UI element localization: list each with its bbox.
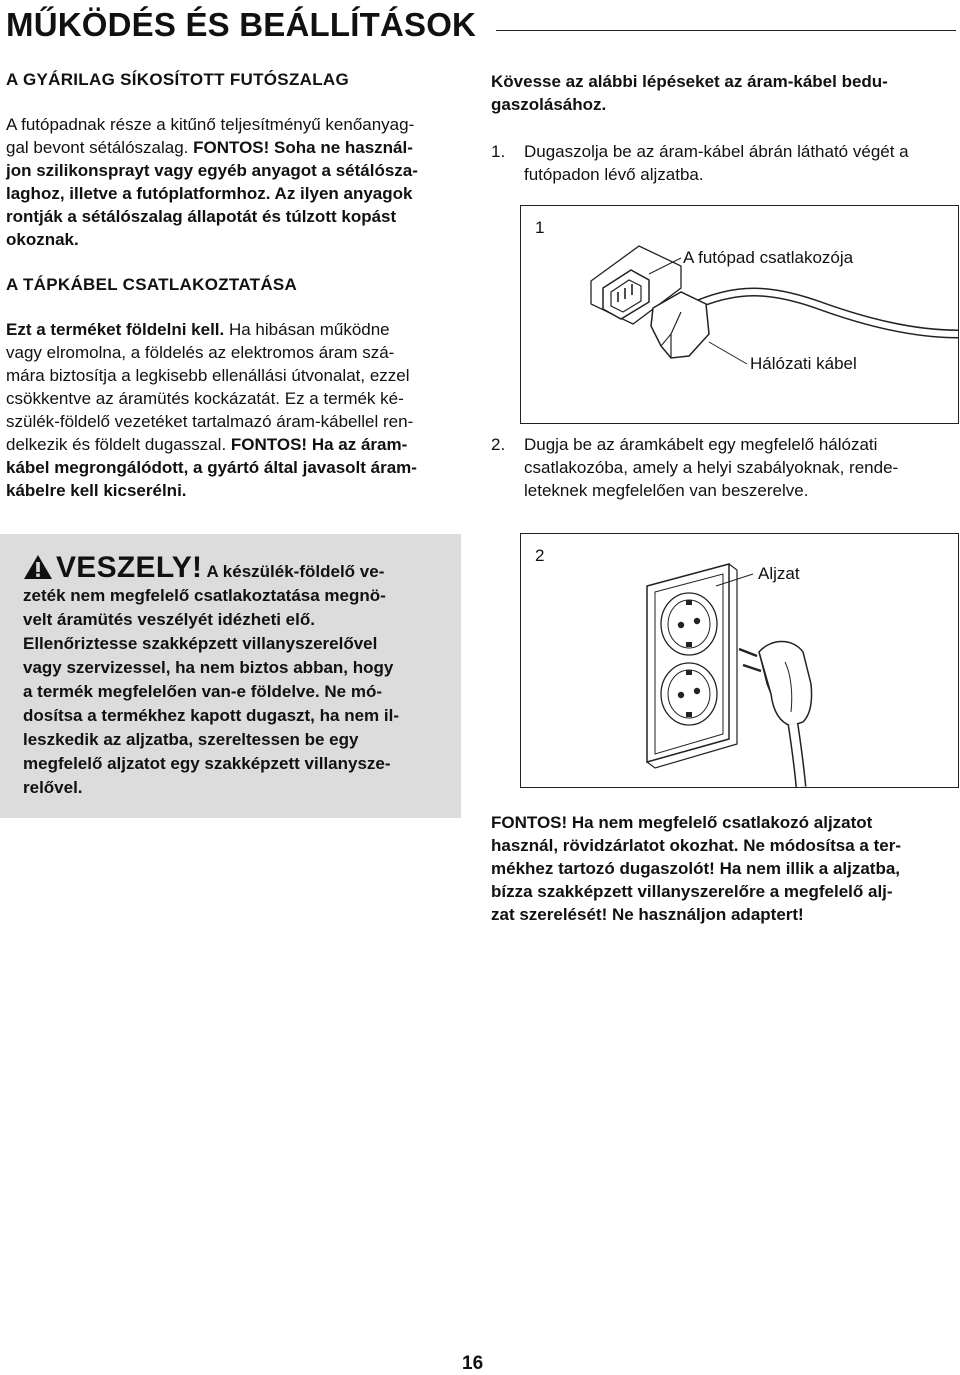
text-line: delkezik és földelt dugasszal. [6, 435, 231, 454]
text-line: csökkentve az áramütés kockázatát. Ez a termék ké- [6, 389, 404, 408]
figure-1-treadmill-socket [520, 205, 959, 424]
text-line: velt áramütés veszélyét idézheti elő. [23, 610, 315, 629]
figure-number: 2 [535, 546, 545, 565]
step-number: 2. [491, 435, 506, 454]
step-text [524, 140, 952, 186]
label-mains-cable: Hálózati kábel [750, 354, 857, 373]
bold-text: FONTOS! Ha az áram- [230, 435, 408, 454]
text-line: Ellenőriztesse szakképzett villanyszerelővel [23, 634, 378, 653]
text-line: szülék-földelő vezetéket tartalmazó áram-kábellel ren- [6, 412, 414, 431]
bold-text: kábel megrongálódott, a gyártó által javasolt áram- [6, 458, 417, 477]
bold-text: rontják a sétálószalag állapotát és túlzott kopást [6, 207, 397, 226]
header-rule [496, 30, 956, 31]
text-line: a termék megfelelően van-e földelve. Ne mó- [23, 682, 383, 701]
danger-text [23, 551, 438, 800]
text-line: vagy elromolna, a földelés az elektromos áram szá- [6, 343, 395, 362]
text-line: gal bevont sétálószalag. [6, 138, 194, 157]
socket-cable-illustration [521, 206, 958, 423]
bold-text: Az ilyen anyagok [274, 184, 413, 203]
text-line: FONTOS! Ha nem megfelelő csatlakozó aljzatot [491, 813, 873, 832]
section-power-cable [6, 273, 456, 502]
figure-2-wall-outlet [520, 533, 959, 788]
bold-text: okoznak. [6, 230, 79, 249]
bold-text: Kövesse az alábbi lépéseket az áram-kábel bedu- [491, 72, 888, 91]
bold-text: laghoz, illetve a futóplatformhoz. [6, 184, 275, 203]
step-2 [491, 433, 953, 503]
bold-text: jon szilikonsprayt vagy egyéb anyagot a sétálósza- [6, 161, 418, 180]
text-line: futópadon lévő aljzatba. [524, 165, 704, 184]
text-line: dosítsa a termékhez kapott dugaszt, ha nem il- [23, 706, 399, 725]
section-lubricated-belt [6, 68, 456, 251]
bold-text: kábelre kell kicserélni. [6, 481, 187, 500]
important-notice [491, 811, 953, 926]
label-outlet: Aljzat [758, 564, 800, 583]
text-line: A futópadnak része a kitűnő teljesítményű kenőanyag- [6, 115, 415, 134]
text-line: vagy szervizessel, ha nem biztos abban, hogy [23, 658, 394, 677]
belt-paragraph [6, 113, 456, 251]
warning-triangle-icon [23, 554, 53, 580]
text-line: relővel. [23, 778, 83, 797]
danger-word: VESZELY! [56, 551, 203, 584]
cable-intro [491, 70, 953, 116]
text-line: zeték nem megfelelő csatlakoztatása megnö- [23, 586, 386, 605]
bold-text: gaszolásához. [491, 95, 607, 114]
text-line: leteknek megfelelően van beszerelve. [524, 481, 809, 500]
text-line: zat szerelését! Ne használjon adaptert! [491, 905, 804, 924]
text-line: A készülék-földelő ve- [206, 562, 385, 581]
text-line: mára biztosítja a legkisebb ellenállási útvonalat, ezzel [6, 366, 410, 385]
power-paragraph [6, 318, 456, 502]
text-line: mékhez tartozó dugaszolót! Ha nem illik a aljzatba, [491, 859, 901, 878]
bold-text: FONTOS! Soha ne használ- [193, 138, 413, 157]
bold-text: Ezt a terméket földelni kell. [6, 320, 225, 339]
text-line: megfelelő aljzatot egy szakképzett villanysze- [23, 754, 391, 773]
page-number: 16 [462, 1353, 484, 1374]
text-line: Dugaszolja be az áram-kábel ábrán látható végét a [524, 142, 909, 161]
text-line: bízza szakképzett villanyszerelőre a megfelelő alj- [491, 882, 893, 901]
text-line: csatlakozóba, amely a helyi szabályoknak, rende- [524, 458, 899, 477]
text-line: leszkedik az aljzatba, szereltessen be egy [23, 730, 359, 749]
figure-number: 1 [535, 218, 545, 237]
danger-box [0, 534, 461, 818]
section-heading-power: A TÁPKÁBEL CSATLAKOZTATÁSA [6, 275, 298, 294]
section-heading-belt: A GYÁRILAG SÍKOSÍTOTT FUTÓSZALAG [6, 70, 349, 89]
step-1 [491, 140, 953, 186]
step-text [524, 433, 952, 502]
outlet-plug-illustration [521, 534, 958, 787]
page-title: MŰKÖDÉS ÉS BEÁLLÍTÁSOK [6, 6, 477, 43]
text-line: használ, rövidzárlatot okozhat. Ne módosítsa a ter- [491, 836, 901, 855]
step-number: 1. [491, 142, 506, 161]
label-treadmill-socket: A futópad csatlakozója [683, 248, 854, 267]
text-line: Ha hibásan működne [224, 320, 390, 339]
text-line: Dugja be az áramkábelt egy megfelelő hálózati [524, 435, 878, 454]
